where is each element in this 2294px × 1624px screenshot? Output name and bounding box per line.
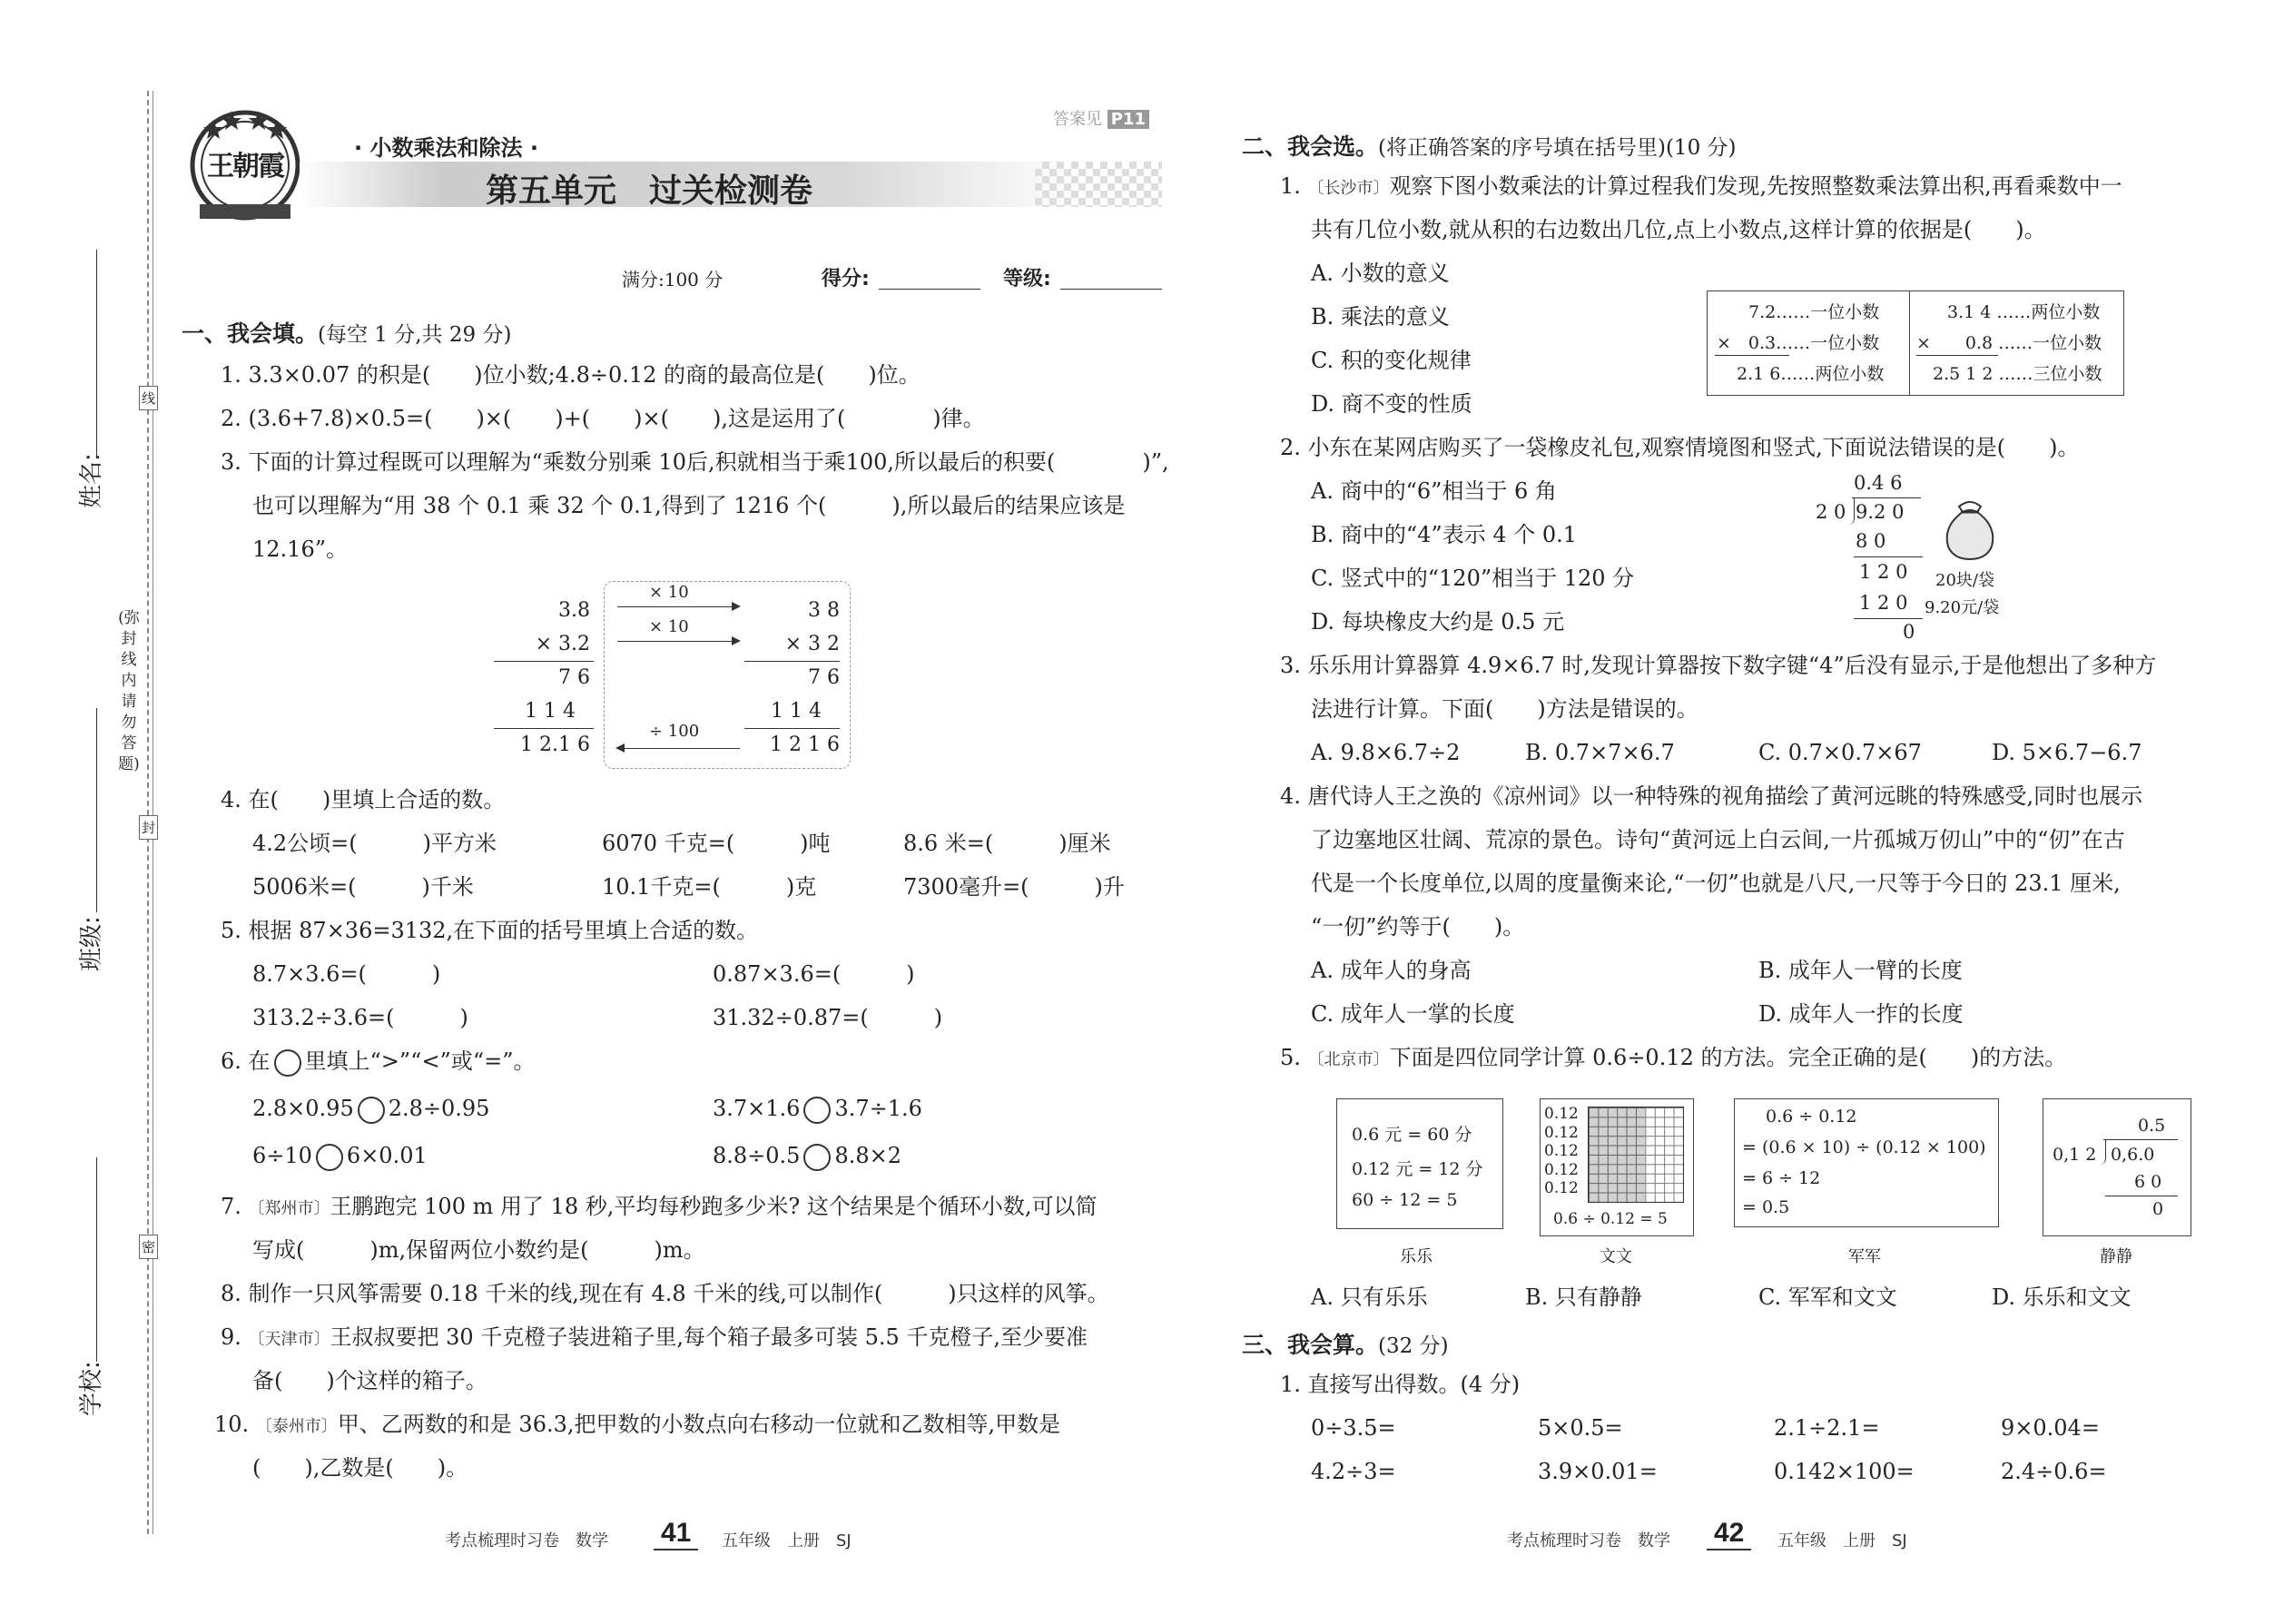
- q1-6-r2-b: [713, 1142, 901, 1171]
- q3-1-r2-c: 0.142×100=: [1774, 1459, 1915, 1484]
- q1-10c: ( ),乙数是( )。: [252, 1455, 468, 1481]
- cmp-left: 3.7×1.6: [713, 1096, 801, 1121]
- method-name-junjun: 军军: [1848, 1247, 1881, 1266]
- q2-1: [1280, 172, 2122, 202]
- q3-1-r2-a: 4.2÷3=: [1311, 1459, 1396, 1484]
- decimal-places-box: [1707, 290, 2124, 396]
- q1-9: [221, 1324, 1088, 1353]
- grid-shaded: [1589, 1107, 1645, 1202]
- box-r-line: [1916, 355, 1998, 356]
- q2-5-opt-c: C. 军军和文文: [1758, 1284, 1897, 1310]
- q1-7: [221, 1193, 1098, 1223]
- score-field[interactable]: [879, 289, 980, 290]
- q2-3-opt-c: C. 0.7×0.7×67: [1758, 740, 1922, 765]
- calc-right-5: 1 2 1 6: [770, 733, 840, 756]
- q1-6: [221, 1048, 535, 1077]
- grid-label: 0.12: [1544, 1160, 1579, 1179]
- answer-ref-page: P11: [1108, 110, 1149, 129]
- box-l-line: [1715, 355, 1789, 356]
- jj-dividend: 0,6.0: [2111, 1145, 2155, 1165]
- city-tag: 〔北京市〕: [1307, 1050, 1390, 1069]
- q2-5-opt-a: A. 只有乐乐: [1311, 1284, 1428, 1310]
- answer-ref-label: 答案见: [1053, 110, 1102, 129]
- q3-1-r1-d: 9×0.04=: [2001, 1415, 2100, 1441]
- compare-circle[interactable]: [803, 1097, 831, 1124]
- q3-1-r1-c: 2.1÷2.1=: [1774, 1415, 1880, 1441]
- div-bracket: [1848, 497, 1855, 525]
- logo-text: 王朝霞: [207, 151, 283, 182]
- arrow-3: [622, 748, 740, 749]
- q2-5: [1280, 1044, 2066, 1074]
- seal-mark-secret: 密: [139, 1235, 158, 1259]
- div-line2: [1854, 618, 1923, 619]
- q1-9-num: 9.: [221, 1324, 249, 1350]
- q1-6-post: 里填上“>”“<”或“=”。: [304, 1048, 536, 1074]
- q1-2: 2. (3.6+7.8)×0.5=( )×( )+( )×( ),这是运用了( )律。: [221, 406, 985, 431]
- bag-price: 9.20元/袋: [1925, 598, 2000, 617]
- multiplication-diagram: [481, 581, 862, 772]
- box-r2: × 0.8 ……一位小数: [1916, 333, 2102, 353]
- calc-left-1: 3.8: [558, 599, 590, 622]
- q2-1-opt-a: A. 小数的意义: [1311, 261, 1450, 286]
- cmp-left: 6÷10: [252, 1143, 312, 1168]
- city-tag: 〔泰州市〕: [255, 1417, 338, 1436]
- method-box-jingjing: [2043, 1098, 2191, 1236]
- q1-4: 4. 在( )里填上合适的数。: [221, 787, 506, 812]
- calc-left-4: 1 1 4: [525, 700, 576, 723]
- full-score: 满分:100 分: [622, 269, 724, 290]
- page-title: 第五单元 过关检测卷: [486, 172, 813, 210]
- q1-5: 5. 根据 87×36=3132,在下面的括号里填上合适的数。: [221, 918, 759, 943]
- junjun-line4: = 0.5: [1742, 1197, 1790, 1217]
- cmp-right: 2.8÷0.95: [388, 1096, 490, 1121]
- compare-circle[interactable]: [316, 1144, 343, 1171]
- q1-4-r1-a: 4.2公顷=( )平方米: [252, 831, 497, 856]
- arrow-label-1: × 10: [649, 583, 689, 602]
- grid-label: 0.12: [1544, 1123, 1579, 1142]
- box-divider: [1909, 291, 1910, 395]
- q2-5-opt-d: D. 乐乐和文文: [1992, 1284, 2132, 1310]
- jj-step: 6 0: [2134, 1172, 2162, 1192]
- jj-remainder: 0: [2152, 1199, 2164, 1219]
- calc-left-5: 1 2.1 6: [520, 733, 590, 756]
- div-step2: 1 2 0: [1859, 561, 1908, 583]
- q1-4-r1-c: 8.6 米=( )厘米: [903, 831, 1111, 856]
- q2-2-opt-d: D. 每块橡皮大约是 0.5 元: [1311, 609, 1565, 635]
- jj-quotient: 0.5: [2138, 1116, 2166, 1136]
- box-r3: 2.5 1 2 ……三位小数: [1933, 364, 2102, 384]
- q1-4-r1-b: 6070 千克=( )吨: [602, 831, 831, 856]
- school-line: [96, 1157, 97, 1362]
- footer-left-grade: 五年级 上册 SJ: [722, 1531, 852, 1550]
- q1-5-r2-a: 313.2÷3.6=( ): [252, 1005, 468, 1030]
- section3-title: [1242, 1327, 1449, 1360]
- jj-bracket: [2100, 1139, 2106, 1165]
- q2-1-opt-b: B. 乘法的意义: [1311, 304, 1450, 330]
- q2-1-opt-d: D. 商不变的性质: [1311, 391, 1472, 417]
- bag-count: 20块/袋: [1935, 571, 1994, 590]
- cmp-left: 8.8÷0.5: [713, 1143, 801, 1168]
- box-l3: 2.1 6……两位小数: [1737, 364, 1885, 384]
- arrow-3-head: [615, 743, 625, 753]
- arrow-2-head: [732, 636, 741, 645]
- q1-3b: 也可以理解为“用 38 个 0.1 乘 32 个 0.1,得到了 1216 个( ),所以最后的结果应该是: [252, 493, 1126, 518]
- class-line: [96, 708, 97, 912]
- method-box-junjun: [1734, 1098, 1999, 1227]
- section1-title: [182, 316, 511, 349]
- q1-6-pre: 6. 在: [221, 1048, 271, 1074]
- arrow-1: [617, 606, 735, 607]
- calc-right-line2: [744, 728, 840, 729]
- q1-4-r2-c: 7300毫升=( )升: [903, 874, 1125, 900]
- calc-right-4: 1 1 4: [771, 700, 822, 723]
- q2-3a: 3. 乐乐用计算器算 4.9×6.7 时,发现计算器按下数字键“4”后没有显示,于是他想出了多种方: [1280, 653, 2157, 678]
- compare-circle[interactable]: [803, 1144, 831, 1171]
- q1-3a: 3. 下面的计算过程既可以理解为“乘数分别乘 10后,积就相当于乘100,所以最后的积要( )”,: [221, 449, 1169, 475]
- q2-5-num: 5.: [1280, 1045, 1308, 1070]
- long-division: [1816, 472, 1925, 645]
- title-bar-checker: [1035, 162, 1162, 207]
- q2-4b: 了边塞地区壮阔、荒凉的景色。诗句“黄河远上白云间,一片孤城万仞山”中的“仞”在古: [1311, 827, 2125, 852]
- q2-3b: 法进行计算。下面( )方法是错误的。: [1311, 696, 1698, 722]
- calc-left-line2: [494, 728, 594, 729]
- q2-1-text: 观察下图小数乘法的计算过程我们发现,先按照整数乘法算出积,再看乘数中一: [1389, 173, 2122, 199]
- q2-4c: 代是一个长度单位,以周的度量衡来论,“一仞”也就是八尺,一尺等于今日的 23.1 厘米,: [1311, 871, 2121, 896]
- method-name-lele: 乐乐: [1400, 1247, 1433, 1266]
- q1-3c: 12.16”。: [252, 536, 348, 562]
- calc-right-3: 7 6: [808, 666, 840, 689]
- page-number-left: 41: [654, 1518, 698, 1550]
- lele-line2: 0.12 元 = 12 分: [1352, 1159, 1483, 1179]
- wenwen-result: 0.6 ÷ 0.12 = 5: [1553, 1210, 1668, 1228]
- calc-right-2: × 3 2: [784, 633, 840, 655]
- score-label: 得分:: [822, 268, 870, 290]
- jj-divisor: 0,1 2: [2053, 1145, 2097, 1165]
- calc-right-line1: [744, 661, 840, 662]
- q1-10-text: 甲、乙两数的和是 36.3,把甲数的小数点向右移动一位就和乙数相等,甲数是: [337, 1412, 1061, 1437]
- div-dividend: 9.2 0: [1856, 501, 1905, 523]
- div-quotient: 0.4 6: [1854, 472, 1903, 494]
- wenwen-labels: [1544, 1105, 1579, 1198]
- q1-6-r2-a: [252, 1142, 428, 1171]
- seal-mark-seal: 封: [139, 815, 158, 840]
- name-label: 姓名:: [78, 453, 105, 508]
- method-box-lele: [1336, 1098, 1503, 1229]
- compare-circle-icon: [274, 1049, 301, 1077]
- q1-5-r1-a: 8.7×3.6=( ): [252, 961, 441, 987]
- q2-4a: 4. 唐代诗人王之涣的《凉州词》以一种特殊的视角描绘了黄河远眺的特殊感受,同时也展示: [1280, 783, 2143, 809]
- q1-4-r2-a: 5006米=( )千米: [252, 874, 474, 900]
- q1-5-r1-b: 0.87×3.6=( ): [713, 961, 915, 987]
- grid-label: 0.12: [1544, 1179, 1579, 1197]
- eraser-bag-icon: [1934, 490, 2006, 563]
- grid-label: 0.12: [1544, 1142, 1579, 1160]
- arrow-1-head: [732, 602, 741, 611]
- q3-1: 1. 直接写出得数。(4 分): [1280, 1372, 1521, 1397]
- q1-8: 8. 制作一只风筝需要 0.18 千米的线,现在有 4.8 千米的线,可以制作( )只这样的风筝。: [221, 1281, 1109, 1306]
- cmp-left: 2.8×0.95: [252, 1096, 354, 1121]
- q2-3-opt-b: B. 0.7×7×6.7: [1525, 740, 1675, 765]
- q2-3-opt-a: A. 9.8×6.7÷2: [1311, 740, 1461, 765]
- lele-line3: 60 ÷ 12 = 5: [1352, 1190, 1458, 1210]
- box-l2: × 0.3……一位小数: [1717, 333, 1880, 353]
- arrow-label-2: × 10: [649, 617, 689, 636]
- section3-subtitle: (32 分): [1378, 1334, 1449, 1358]
- calc-left-line1: [494, 661, 594, 662]
- q2-4d: “一仞”约等于( )。: [1311, 914, 1525, 940]
- cmp-right: 6×0.01: [346, 1143, 428, 1168]
- q2-4-opt-b: B. 成年人一臂的长度: [1758, 958, 1963, 983]
- city-tag: 〔郑州市〕: [248, 1199, 330, 1218]
- q1-6-r1-b: [713, 1095, 922, 1124]
- seal-note: (弥封线内请勿答题): [118, 609, 140, 773]
- junjun-line3: = 6 ÷ 12: [1742, 1168, 1821, 1188]
- div-step3: 1 2 0: [1859, 592, 1908, 614]
- q2-2-opt-b: B. 商中的“4”表示 4 个 0.1: [1311, 522, 1578, 547]
- section1-subtitle: (每空 1 分,共 29 分): [318, 323, 512, 347]
- q3-1-r1-a: 0÷3.5=: [1311, 1415, 1396, 1441]
- section3-heading: 三、我会算。: [1242, 1332, 1379, 1358]
- section2-subtitle: (将正确答案的序号填在括号里)(10 分): [1378, 136, 1737, 160]
- calc-right-1: 3 8: [808, 599, 840, 622]
- q1-10: [214, 1411, 1060, 1441]
- method-name-jingjing: 静静: [2100, 1247, 2132, 1266]
- q2-4-opt-a: A. 成年人的身高: [1311, 958, 1472, 983]
- grade-field[interactable]: [1060, 289, 1162, 290]
- box-l1: 7.2……一位小数: [1748, 302, 1880, 322]
- lele-line1: 0.6 元 = 60 分: [1352, 1125, 1472, 1145]
- q3-1-r1-b: 5×0.5=: [1538, 1415, 1623, 1441]
- method-box-wenwen: [1540, 1098, 1694, 1236]
- footer-left-text: 考点梳理时习卷 数学: [445, 1531, 608, 1550]
- grade-label: 等级:: [1003, 268, 1051, 290]
- section2-title: [1242, 129, 1737, 162]
- q1-7-num: 7.: [221, 1194, 249, 1219]
- q1-9c: 备( )个这样的箱子。: [252, 1368, 487, 1393]
- q2-5-opt-b: B. 只有静静: [1525, 1284, 1642, 1310]
- junjun-line2: = (0.6 × 10) ÷ (0.12 × 100): [1742, 1137, 1986, 1157]
- junjun-line1: 0.6 ÷ 0.12: [1766, 1107, 1857, 1127]
- q1-7-text: 王鹏跑完 100 m 用了 18 秒,平均每秒跑多少米? 这个结果是个循环小数,可以简: [330, 1194, 1098, 1219]
- unit-topic: · 小数乘法和除法 ·: [354, 135, 538, 161]
- q1-7c: 写成( )m,保留两位小数约是( )m。: [252, 1237, 705, 1263]
- q2-5-text: 下面是四位同学计算 0.6÷0.12 的方法。完全正确的是( )的方法。: [1389, 1045, 2067, 1070]
- div-step1: 8 0: [1856, 530, 1886, 552]
- section2-heading: 二、我会选。: [1242, 133, 1379, 160]
- jj-bar: [2103, 1139, 2178, 1140]
- cmp-right: 8.8×2: [834, 1143, 901, 1168]
- page-number-right: 42: [1707, 1518, 1751, 1550]
- cmp-right: 3.7÷1.6: [834, 1096, 922, 1121]
- calc-left-2: × 3.2: [535, 633, 590, 655]
- box-r1: 3.1 4 ……两位小数: [1947, 302, 2101, 322]
- school-label: 学校:: [78, 1361, 105, 1416]
- arrow-label-3: ÷ 100: [649, 722, 700, 741]
- q1-5-r2-b: 31.32÷0.87=( ): [713, 1005, 943, 1030]
- q2-4-opt-d: D. 成年人一拃的长度: [1758, 1001, 1964, 1027]
- footer-right-text: 考点梳理时习卷 数学: [1507, 1531, 1670, 1550]
- grid-label: 0.12: [1544, 1105, 1579, 1123]
- q3-1-r2-b: 3.9×0.01=: [1538, 1459, 1658, 1484]
- q2-1-opt-c: C. 积的变化规律: [1311, 348, 1472, 373]
- footer-right-grade: 五年级 上册 SJ: [1777, 1531, 1907, 1550]
- q2-2-opt-a: A. 商中的“6”相当于 6 角: [1311, 478, 1557, 504]
- div-bar: [1852, 497, 1921, 498]
- q2-3-opt-d: D. 5×6.7−6.7: [1992, 740, 2142, 765]
- class-label: 班级:: [78, 916, 105, 971]
- binding-dashed-line: [147, 91, 149, 1534]
- q1-6-r1-a: [252, 1095, 489, 1124]
- calc-left-3: 7 6: [558, 666, 590, 689]
- q1-1: 1. 3.3×0.07 的积是( )位小数;4.8÷0.12 的商的最高位是( )位。: [221, 362, 921, 388]
- section1-heading: 一、我会填。: [182, 320, 319, 347]
- name-line: [96, 250, 97, 458]
- seal-mark-line: 线: [139, 386, 158, 410]
- q1-4-r2-b: 10.1千克=( )克: [602, 874, 817, 900]
- q2-2: 2. 小东在某网店购买了一袋橡皮礼包,观察情境图和竖式,下面说法错误的是( )。: [1280, 435, 2080, 460]
- city-tag: 〔天津市〕: [248, 1330, 330, 1349]
- q2-1-num: 1.: [1280, 173, 1308, 199]
- q1-10-num: 10.: [214, 1412, 256, 1437]
- method-name-wenwen: 文文: [1600, 1247, 1632, 1266]
- city-tag: 〔长沙市〕: [1307, 179, 1390, 198]
- q1-9-text: 王叔叔要把 30 千克橙子装进箱子里,每个箱子最多可装 5.5 千克橙子,至少要准: [330, 1324, 1088, 1350]
- div-line1: [1854, 556, 1923, 557]
- q3-1-r2-d: 2.4÷0.6=: [2001, 1459, 2107, 1484]
- q2-1c: 共有几位小数,就从积的右边数出几位,点上小数点,这样计算的依据是( )。: [1311, 217, 2046, 242]
- answer-ref: [1053, 106, 1149, 130]
- arrow-2: [617, 641, 735, 642]
- div-remainder: 0: [1903, 621, 1915, 643]
- q2-2-opt-c: C. 竖式中的“120”相当于 120 分: [1311, 566, 1635, 591]
- compare-circle[interactable]: [358, 1097, 385, 1124]
- q2-4-opt-c: C. 成年人一掌的长度: [1311, 1001, 1515, 1027]
- div-divisor: 2 0: [1816, 501, 1846, 523]
